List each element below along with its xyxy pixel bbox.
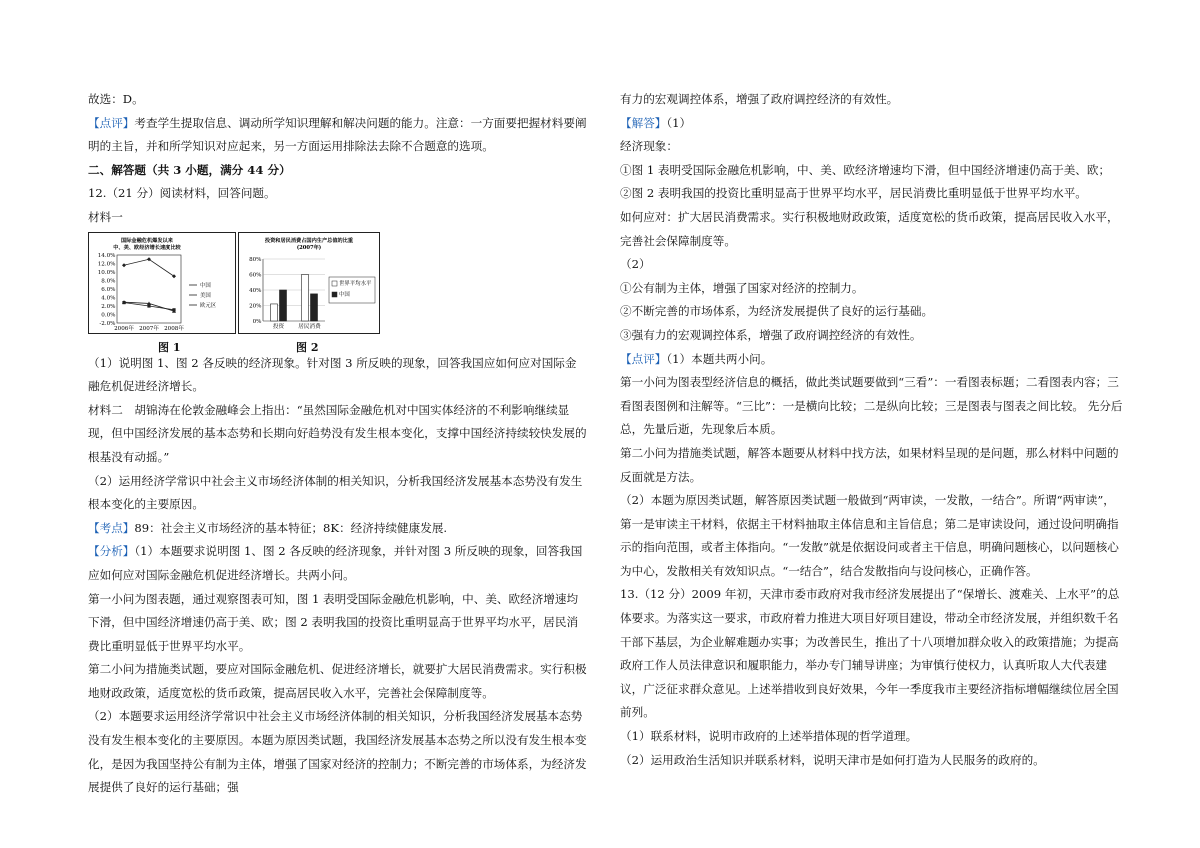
jieda-paragraph	[620, 112, 1125, 136]
fig1-legend-label: 中国	[200, 282, 211, 289]
answer-line-2: 经济现象：	[620, 139, 678, 154]
fig1-xtick-label: 2007年	[139, 325, 159, 332]
fig2-legend-label: 中国	[339, 291, 350, 298]
answer-line-8: ②不断完善的市场体系，为经济发展提供了良好的运行基础。	[620, 304, 934, 319]
comment-text: 考查学生提取信息、调动所学知识理解和解决问题的能力。注意：一方面要把握材料要阐明的主旨，并和所学知识对应起来，另一方面运用排除法去除不合题意的选项。	[88, 115, 587, 154]
fig2-ytick-label: 60%	[249, 272, 262, 279]
figure-1-caption: 图 1	[158, 340, 181, 354]
figure-1-chart	[88, 232, 236, 334]
left-column	[88, 88, 588, 800]
answer-line-3: ①图 1 表明受国际金融危机影响，中、美、欧经济增速均下滑，但中国经济增速仍高于美、欧；	[620, 162, 1111, 177]
question-12-part-2: （2）运用经济学常识中社会主义市场经济体制的相关知识，分析我国经济发展基本态势没有发生根本变化的主要原因。	[88, 473, 583, 512]
fig1-xtick-label: 2006年	[114, 325, 134, 332]
comment-line-12: （2）本题为原因类试题，解答原因类试题一般做到“两审读，一发散，一结合”。所谓“两审读”，第一是审读主干材料，依据主干材料抽取主体信息和主旨信息；第二是审读设问，通过设问明确指示的指向范围，或者主体指向。“一发散”就是依据设问或者主干信息，明确问题核心，以问题核心为中心，发散相关有效知识点。“一结合”，结合发散指向与设问核心，正确作答。	[620, 493, 1119, 578]
fig1-ytick-label: 10.0%	[97, 269, 116, 276]
jieda-text: （1）	[666, 115, 692, 130]
fig1-ytick-label: 8.0%	[101, 278, 116, 285]
fig1-ytick-label: 2.0%	[101, 303, 116, 310]
answer-line-9: ③强有力的宏观调控体系，增强了政府调控经济的有效性。	[620, 327, 922, 342]
fig1-point	[122, 263, 126, 267]
comment-line-11: 第二小问为措施类试题，解答本题要从材料中找方法，如果材料呈现的是问题，那么材料中问题的反面就是方法。	[620, 445, 1119, 484]
fenxi-paragraph	[88, 540, 588, 587]
fig1-title-line-2: 中、美、欧经济增长速度比较	[113, 244, 181, 251]
answer-line-4: ②图 2 表明我国的投资比重明显高于世界平均水平，居民消费比重明显低于世界平均水平。	[620, 186, 1087, 201]
fig2-xtick-label: 投资	[272, 323, 285, 330]
fig2-title-line-2: (2007年)	[296, 244, 322, 251]
comment-line-10: 第一小问为图表型经济信息的概括，做此类试题要做到“三看”：一看图表标题；二看图表内容；三看图表图例和注解等。“三比”：一是横向比较；二是纵向比较；三是图表与图表之间比较。 先分后总，先量后逝，先现象后本质。	[620, 375, 1123, 437]
question-12-title: 12.（21 分）阅读材料，回答问题。	[88, 186, 276, 201]
fig2-ytick-label: 80%	[249, 256, 262, 263]
fig2-ytick-label: 40%	[249, 287, 262, 294]
kaodian-paragraph	[88, 517, 588, 541]
right-column	[620, 88, 1125, 772]
fig2-bar	[302, 274, 309, 321]
fig1-legend-label: 美国	[200, 292, 211, 299]
fig1-plot-area	[98, 253, 217, 332]
fig2-title-line-1: 投资和居民消费占国内生产总值的比重	[264, 237, 354, 244]
dianping-text: （1）本题共两小问。	[666, 351, 773, 366]
material-1-label: 材料一	[88, 209, 123, 224]
fig2-legend-label: 世界平均水平	[339, 280, 372, 287]
fig1-ytick-label: 6.0%	[101, 286, 116, 293]
continuation-line: 有力的宏观调控体系，增强了政府调控经济的有效性。	[620, 92, 899, 106]
question-13-text: 13.（12 分）2009 年初，天津市委市政府对我市经济发展提出了“保增长、渡难关、上水平”的总体要求。为落实这一要求，市政府着力推进大项目好项目建设，带动全市经济发展，并组织数千名干部下基层，为企业解难题办实事；为改善民生，推出了十八项增加群众收入的政策措施；为提高政府工作人员法律意识和履职能力，举办专门辅导讲座；为审慎行使权力，认真听取人大代表建议，广泛征求群众意见。上述举措收到良好效果，今年一季度我市主要经济指标增幅继续位居全国前列。	[620, 587, 1120, 720]
fig2-xtick-label: 居民消费	[298, 323, 321, 330]
material-2-text: 材料二 胡锦涛在伦敦金融峰会上指出：“虽然国际金融危机对中国实体经济的不利影响继续显现，但中国经济发展的基本态势和长期向好趋势没有发生根本变化，支撑中国经济持续较快发展的根基没有动摇。”	[88, 402, 587, 464]
question-13-part-2: （2）运用政治生活知识并联系材料，说明天津市是如何打造为人民服务的政府的。	[620, 752, 1045, 767]
kaodian-text: 89：社会主义市场经济的基本特征；8K：经济持续健康发展.	[134, 520, 448, 535]
section-heading: 二、解答题（共 3 小题，满分 44 分）	[88, 162, 291, 177]
answer-line-6: （2）	[620, 257, 651, 272]
fenxi-paragraph-2: 第一小问为图表题，通过观察图表可知，图 1 表明受国际金融危机影响，中、美、欧经济增速均下滑，但中国经济增速仍高于美、欧；图 2 表明我国的投资比重明显高于世界平均水平，居民消费比重明显低于世界平均水平。	[88, 591, 579, 653]
comment-tag: 【点评】	[88, 115, 135, 130]
fig1-ytick-label: -2.0%	[99, 320, 116, 327]
dianping-tag: 【点评】	[620, 351, 667, 366]
fig2-bar	[311, 293, 318, 320]
figure-2-chart	[238, 232, 380, 334]
fenxi-paragraph-3: 第二小问为措施类试题，要应对国际金融危机、促进经济增长，就要扩大居民消费需求。实行积极地财政政策，适度宽松的货币政策，提高居民收入水平，完善社会保障制度等。	[88, 662, 587, 700]
fig2-ytick-label: 0%	[252, 318, 262, 325]
answer-line-7: ①公有制为主体，增强了国家对经济的控制力。	[620, 280, 864, 295]
kaodian-tag: 【考点】	[88, 520, 135, 535]
fig1-title-line-1: 国际金融危机爆发以来	[121, 237, 173, 244]
fig1-series-line	[124, 259, 174, 276]
jieda-tag: 【解答】	[620, 115, 667, 130]
fig1-ytick-label: 14.0%	[97, 252, 116, 259]
fig2-bar	[271, 304, 278, 321]
question-13-part-1: （1）联系材料，说明市政府的上述举措体现的哲学道理。	[620, 729, 918, 744]
fig1-ytick-label: 0.0%	[101, 312, 116, 319]
figure-2-caption: 图 2	[296, 340, 319, 354]
fig2-ytick-label: 20%	[249, 303, 262, 310]
fenxi-text: （1）本题要求说明图 1、图 2 各反映的经济现象，并针对图 3 所反映的现象，回答我国应如何应对国际金融危机促进经济增长。共两小问。	[88, 544, 583, 582]
answer-line: 故选：D。	[88, 92, 144, 106]
dianping-paragraph	[620, 348, 1125, 372]
fig1-ytick-label: 4.0%	[101, 295, 116, 302]
fig2-legend-swatch	[332, 292, 337, 297]
figures-block	[88, 232, 588, 352]
comment-paragraph	[88, 112, 588, 159]
fig2-bar	[280, 290, 287, 321]
answer-line-5: 如何应对：扩大居民消费需求。实行积极地财政政策，适度宽松的货币政策，提高居民收入水平，完善社会保障制度等。	[620, 209, 1119, 248]
fenxi-tag: 【分析】	[88, 544, 135, 559]
fig1-legend-label: 欧元区	[200, 302, 217, 309]
fenxi-paragraph-4: （2）本题要求运用经济学常识中社会主义市场经济体制的相关知识，分析我国经济发展基本态势没有发生根本变化的主要原因。本题为原因类试题，我国经济发展基本态势之所以没有发生根本变化，是因为我国坚持公有制为主体，增强了国家对经济的控制力；不断完善的市场体系，为经济发展提供了良好的运行基础；强	[88, 709, 587, 795]
fig2-legend-swatch	[332, 281, 337, 286]
fig1-plot-frame	[117, 255, 181, 323]
fig1-xtick-label: 2008年	[164, 325, 184, 332]
fig2-plot-area	[249, 257, 375, 330]
fig1-ytick-label: 12.0%	[97, 261, 116, 268]
question-12-part-1: （1）说明图 1、图 2 各反映的经济现象。针对图 3 所反映的现象，回答我国应如何应对国际金融危机促进经济增长。	[88, 355, 577, 394]
